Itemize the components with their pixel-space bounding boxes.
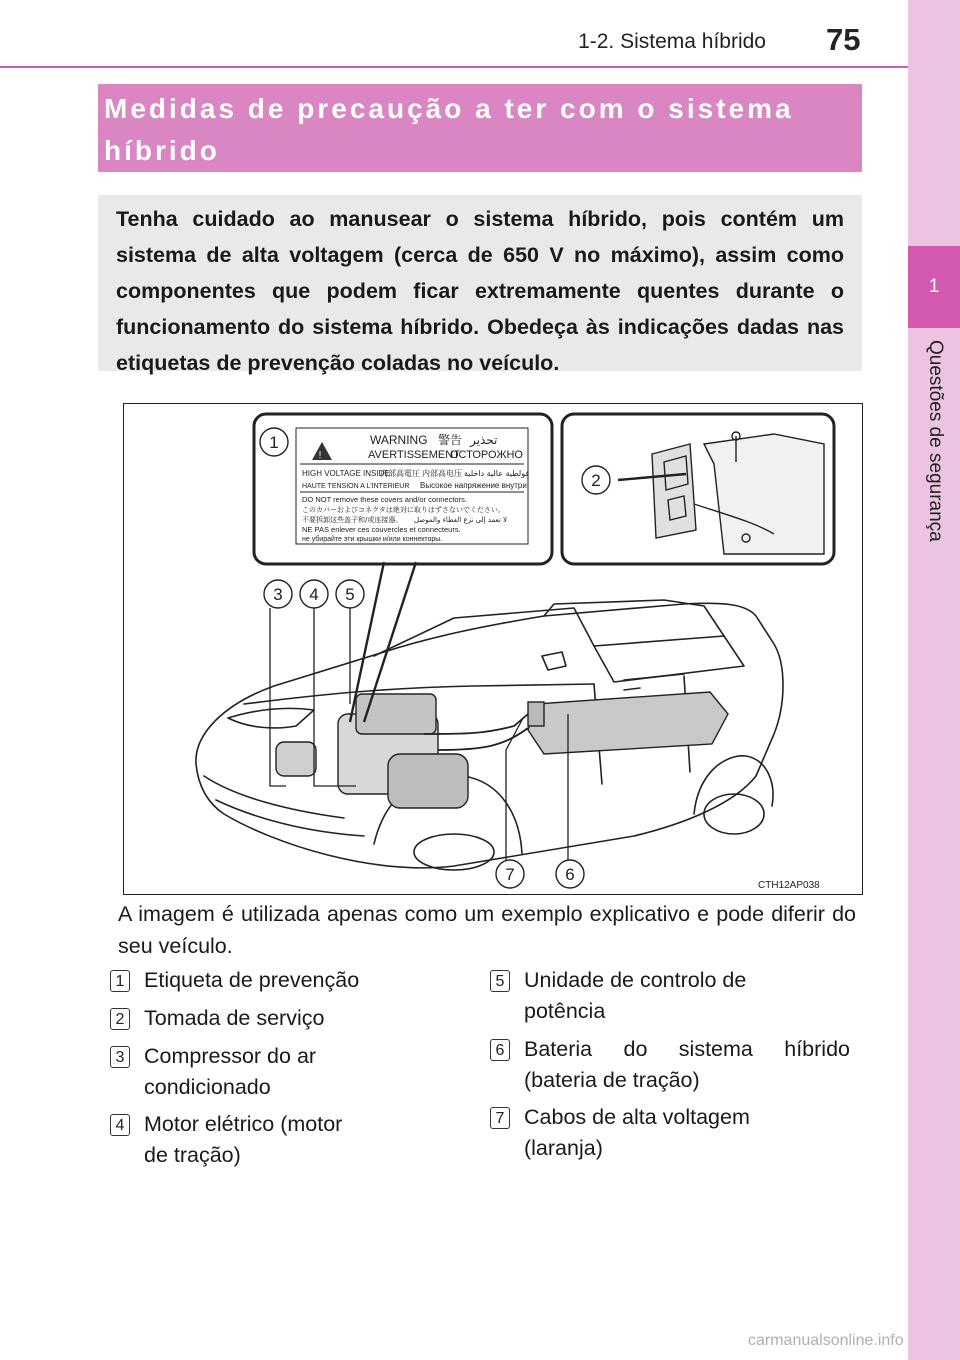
legend-number: 6 bbox=[490, 1039, 510, 1061]
callout-2: 2 bbox=[591, 471, 601, 490]
legend-text: Tomada de serviço bbox=[144, 1006, 325, 1030]
label-line-5: не убирайте эти крышки и/или коннекторы. bbox=[302, 536, 443, 543]
legend-text: Motor elétrico (motor de tração) bbox=[144, 1112, 343, 1167]
label-line-3-ar: لا تعمد إلى نزع الغطاء والموصل bbox=[414, 516, 508, 524]
callout-3: 3 bbox=[273, 585, 283, 604]
callout-4: 4 bbox=[309, 585, 319, 604]
label-hv-inside: HIGH VOLTAGE INSIDE bbox=[302, 469, 390, 478]
callout-6: 6 bbox=[565, 865, 575, 884]
label-ru-warning: ОСТОРОЖНО bbox=[450, 449, 523, 461]
legend-text: Cabos de alta voltagem (laranja) bbox=[524, 1105, 750, 1160]
label-warning-ar: تحذير bbox=[470, 433, 498, 447]
callout-5: 5 bbox=[345, 585, 355, 604]
figure-code: CTH12AP038 bbox=[758, 880, 820, 891]
page-title: Medidas de precaução a ter com o sistema híbrido bbox=[104, 93, 794, 166]
callout-7: 7 bbox=[505, 865, 515, 884]
label-warning: WARNING bbox=[370, 433, 428, 447]
side-tab bbox=[908, 0, 960, 1360]
legend-number: 5 bbox=[490, 970, 510, 992]
label-line-1: DO NOT remove these covers and/or connectors. bbox=[302, 495, 467, 504]
label-hv-ar: فولطية عالية داخلية bbox=[464, 469, 530, 478]
header-rule bbox=[0, 66, 908, 68]
page-number: 75 bbox=[826, 22, 861, 57]
label-line-3: 不要拆卸这些盖子和/或连接器。 bbox=[302, 516, 403, 524]
chapter-label: Questões de segurança bbox=[925, 340, 946, 542]
legend-text: Etiqueta de prevenção bbox=[144, 968, 360, 992]
label-hv-jp: 内部高電圧 bbox=[380, 469, 420, 478]
svg-text:!: ! bbox=[318, 450, 322, 461]
label-avertissement: AVERTISSEMENT bbox=[368, 449, 460, 461]
legend-number: 7 bbox=[490, 1107, 510, 1129]
legend-text: Unidade de controlo de potência bbox=[524, 968, 747, 1023]
legend-number: 3 bbox=[110, 1046, 130, 1068]
intro-text: Tenha cuidado ao manusear o sistema híbrido, pois contém um sistema de alta voltagem (cerca de 650 V no máximo), assim como componentes que podem ficar extremamente quentes durante o funcionamento do sistema híbrido. Obedeça às indicações dadas nas etiquetas de prevenção coladas no veículo. bbox=[116, 207, 844, 375]
label-warning-jp: 警告 bbox=[438, 433, 463, 447]
label-hv-fr: HAUTE TENSION A L'INTERIEUR bbox=[302, 483, 410, 490]
chapter-number[interactable]: 1 bbox=[908, 246, 960, 328]
car-illustration bbox=[124, 404, 862, 894]
figure-caption: A imagem é utilizada apenas como um exemplo explicativo e pode diferir do seu veículo. bbox=[118, 902, 856, 958]
legend-text: Compressor do ar condicionado bbox=[144, 1044, 317, 1099]
label-hv-cn: 内部高电压 bbox=[422, 469, 462, 478]
legend-number: 2 bbox=[110, 1008, 130, 1030]
legend-number: 1 bbox=[110, 970, 130, 992]
section-title: 1-2. Sistema híbrido bbox=[578, 30, 766, 53]
legend-text: Bateria do sistema híbrido (bateria de tração) bbox=[524, 1037, 850, 1092]
label-line-2: このカバーおよびコネクタは絶対に取りはずさないでください。 bbox=[302, 506, 505, 514]
label-line-4: NE PAS enlever ces couvercles et connecteurs. bbox=[302, 525, 461, 534]
label-hv-ru: Высокое напряжение внутри bbox=[420, 481, 527, 490]
callout-1: 1 bbox=[269, 433, 279, 452]
legend-number: 4 bbox=[110, 1114, 130, 1136]
watermark: carmanualsonline.info bbox=[748, 1332, 904, 1349]
hybrid-system-figure bbox=[123, 403, 863, 895]
